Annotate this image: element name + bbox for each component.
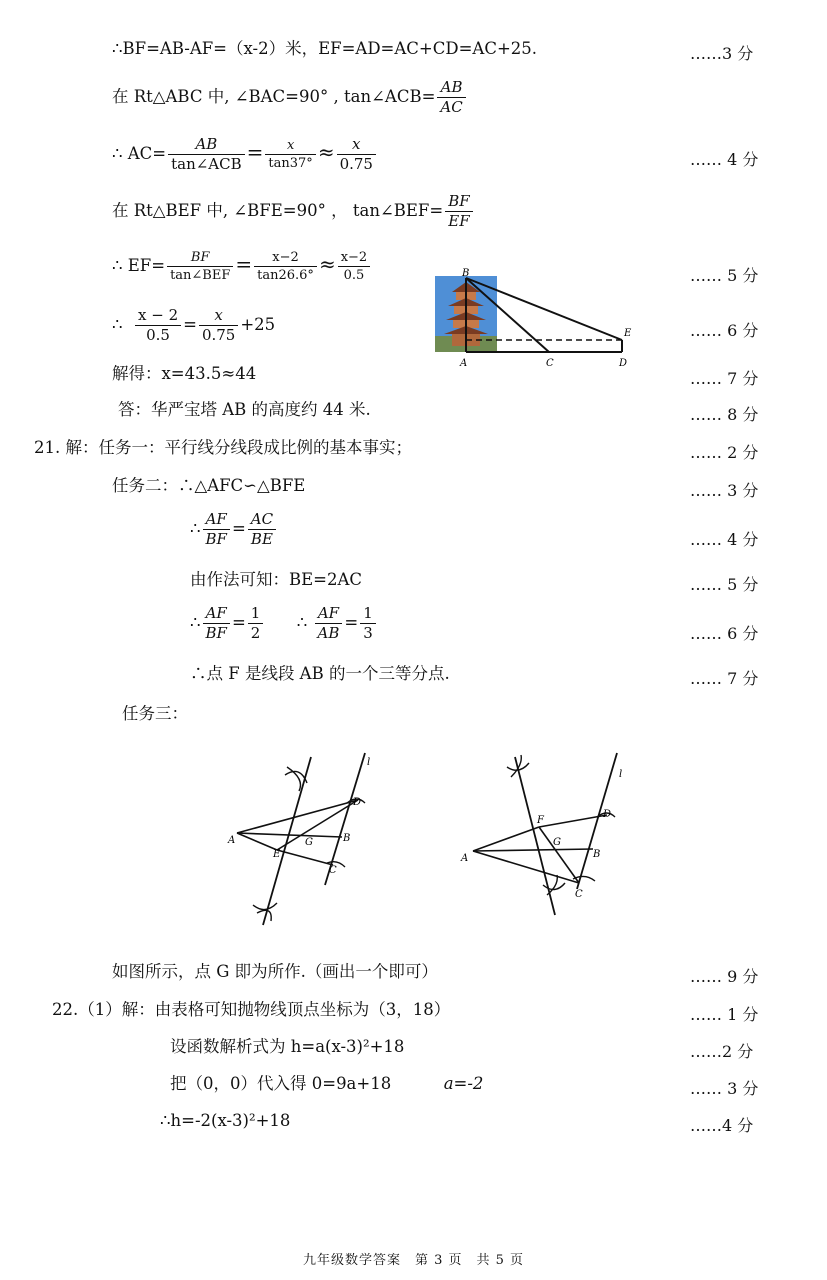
solution-line-tan-bef: 在 Rt△BEF 中, ∠BFE=90° ， tan∠BEF= $\frac{BF}{EF}$	[112, 194, 475, 229]
solution-line-ac: ∴ AC= $\frac{AB}{\text{tan∠ACB}}$ = $\frac{x}{\tan 37^\circ}$ ≈ $\frac{x}{0.75}$	[112, 137, 378, 172]
label-b: B	[593, 849, 601, 860]
label-f: F	[537, 815, 544, 826]
label-l: l	[619, 769, 623, 780]
label-c: C	[575, 889, 583, 900]
fraction: $\frac{BF}{\text{tan∠BEF}}$	[167, 251, 233, 282]
label-d: D	[619, 358, 628, 369]
label-a: A	[461, 853, 469, 864]
score-mark: ……4 分	[690, 1116, 754, 1135]
solution-line-tan-acb: 在 Rt△ABC 中, ∠BAC=90° , tan∠ACB= $\frac{AB}{AC}$	[112, 80, 468, 115]
label-b: B	[462, 268, 470, 279]
problem-22-vertex: 22.（1）解：由表格可知抛物线顶点坐标为（3，18）	[52, 1000, 451, 1019]
score-mark: …… 2 分	[690, 443, 759, 462]
fraction: $\frac{AB}{AC}$	[437, 80, 465, 115]
answer-line: 答：华严宝塔 AB 的高度约 44 米.	[118, 400, 371, 419]
score-mark: …… 7 分	[690, 369, 759, 388]
solution-line-equation: ∴ $\frac{x - 2}{0.5}$ = $\frac{x}{0.75}$ +25	[112, 306, 276, 344]
score-mark: …… 9 分	[690, 967, 759, 986]
score-mark: …… 7 分	[690, 669, 759, 688]
fraction: $\frac{1}{2}$	[248, 606, 264, 641]
label-g: G	[553, 837, 561, 848]
label-a: A	[228, 835, 236, 846]
score-mark: …… 4 分	[690, 530, 759, 549]
fraction: $\frac{x}{0.75}$	[199, 308, 238, 343]
fraction: $\frac{AF}{AB}$	[315, 606, 343, 641]
task2-ratios: ∴ $\frac{AF}{BF}$ = $\frac{1}{2}$ ∴ $\frac{AF}{AB}$ = $\frac{1}{3}$	[190, 606, 378, 641]
score-mark: ……2 分	[690, 1042, 754, 1061]
label-c: C	[546, 358, 554, 369]
score-mark: …… 3 分	[690, 481, 759, 500]
score-mark: …… 5 分	[690, 266, 759, 285]
label-d: D	[603, 809, 612, 820]
tower-figure	[432, 266, 642, 372]
solution-result: 解得：x=43.5≈44	[112, 364, 257, 383]
problem-22-form: 设函数解析式为 h=a(x-3)²+18	[170, 1037, 405, 1056]
label-b: B	[343, 833, 351, 844]
score-mark: ……3 分	[690, 44, 754, 63]
label-l: l	[367, 757, 371, 768]
fraction: $\frac{x-2}{0.5}$	[338, 251, 371, 282]
construction-figure-left	[225, 745, 385, 935]
task2-similar: 任务二：∴△AFC∽△BFE	[112, 476, 306, 495]
problem-22-result: ∴h=-2(x-3)²+18	[160, 1111, 291, 1130]
fraction: $\frac{1}{3}$	[360, 606, 376, 641]
label-e: E	[273, 849, 281, 860]
fraction: $\frac{x-2}{\tan 26.6^\circ}$	[254, 251, 317, 282]
fraction: $\frac{x}{\tan 37^\circ}$	[265, 139, 315, 170]
task3-conclusion: 如图所示，点 G 即为所作.（画出一个即可）	[112, 962, 438, 981]
fraction: $\frac{x - 2}{0.5}$	[135, 308, 181, 343]
label-d: D	[353, 797, 362, 808]
fraction: $\frac{x}{0.75}$	[337, 137, 376, 172]
score-mark: …… 8 分	[690, 405, 759, 424]
score-mark: …… 4 分	[690, 150, 759, 169]
task2-construction: 由作法可知：BE=2AC	[190, 570, 363, 589]
construction-figure-right	[455, 745, 635, 935]
solution-line-ef: ∴ EF= $\frac{BF}{\text{tan∠BEF}}$ = $\frac{x-2}{\tan 26.6^\circ}$ ≈ $\frac{x-2}{0.5}$	[112, 251, 372, 282]
task2-conclusion: ∴点 F 是线段 AB 的一个三等分点.	[190, 664, 450, 683]
problem-22-substitute: 把（0，0）代入得 0=9a+18 a=-2	[170, 1074, 484, 1093]
label-e: E	[624, 328, 632, 339]
fraction: $\frac{AF}{BF}$	[203, 606, 230, 641]
score-mark: …… 6 分	[690, 624, 759, 643]
label-c: C	[329, 865, 337, 876]
label-g: G	[305, 837, 313, 848]
score-mark: …… 3 分	[690, 1079, 759, 1098]
label-a: A	[460, 358, 468, 369]
score-mark: …… 6 分	[690, 321, 759, 340]
task3-heading: 任务三：	[122, 704, 188, 723]
fraction: $\frac{AC}{BE}$	[248, 512, 276, 547]
score-mark: …… 1 分	[690, 1005, 759, 1024]
task2-ratio: ∴ $\frac{AF}{BF}$ = $\frac{AC}{BE}$	[190, 512, 278, 547]
solution-line-bf: ∴BF=AB-AF=（x-2）米，EF=AD=AC+CD=AC+25.	[112, 39, 538, 58]
page-footer: 九年级数学答案 第 3 页 共 5 页	[302, 1253, 525, 1268]
problem-21-task1: 21. 解：任务一：平行线分线段成比例的基本事实；	[34, 438, 412, 457]
fraction: $\frac{BF}{EF}$	[445, 194, 472, 229]
score-mark: …… 5 分	[690, 575, 759, 594]
fraction: $\frac{AB}{\text{tan∠ACB}}$	[168, 137, 245, 172]
fraction: $\frac{AF}{BF}$	[203, 512, 230, 547]
